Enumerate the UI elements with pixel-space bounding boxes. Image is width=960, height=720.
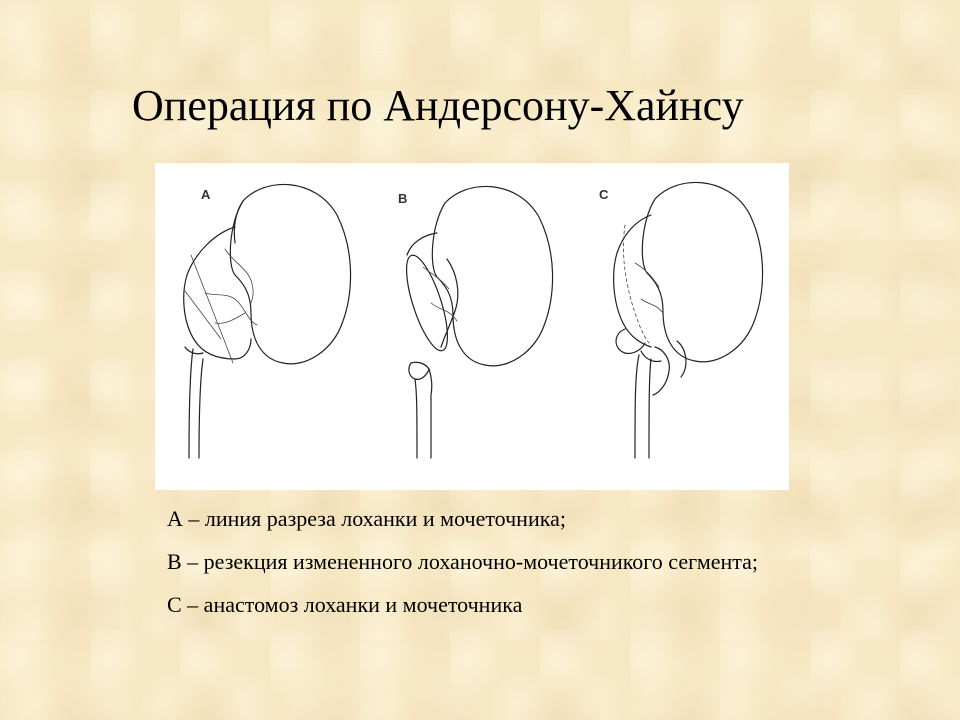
kidney-a-outline xyxy=(230,184,350,363)
kidney-c-outline xyxy=(642,182,762,361)
caption-item-c: С – анастомоз лоханки и мочеточника xyxy=(167,592,523,617)
panel-label-b: B xyxy=(398,191,408,206)
panel-label-a: A xyxy=(201,187,211,202)
figure-caption xyxy=(167,503,787,620)
renal-pelvis-a xyxy=(184,227,251,359)
kidney-a-hilum xyxy=(234,201,243,243)
surgery-drawing xyxy=(155,163,789,490)
incision-line-a xyxy=(191,255,233,363)
ureter-b xyxy=(409,363,432,458)
kidney-b-outline xyxy=(432,186,552,365)
ureter-c-top xyxy=(641,351,661,362)
renal-pelvis-c xyxy=(614,215,651,347)
vessel-line xyxy=(641,299,663,313)
ureter-a xyxy=(189,349,203,458)
caption-item-b: В – резекция измененного лоханочно-мочеточникого сегмента; xyxy=(167,549,759,574)
panel-b-drawing xyxy=(398,186,553,458)
panel-a-drawing xyxy=(184,184,351,458)
anastomosis-suture-line xyxy=(623,225,649,343)
pelvis-cut-opening xyxy=(398,251,456,355)
vessel-line xyxy=(215,313,245,323)
caption-item-a: А – линия разреза лоханки и мочеточника; xyxy=(167,506,566,531)
panel-label-c: C xyxy=(599,187,609,202)
ureter-b-top xyxy=(411,362,429,369)
panel-c-drawing xyxy=(599,182,763,458)
slide-title: Операция по Андерсону-Хайнсу xyxy=(132,81,744,130)
surgery-illustration xyxy=(155,163,789,490)
ureter-c xyxy=(635,355,651,458)
